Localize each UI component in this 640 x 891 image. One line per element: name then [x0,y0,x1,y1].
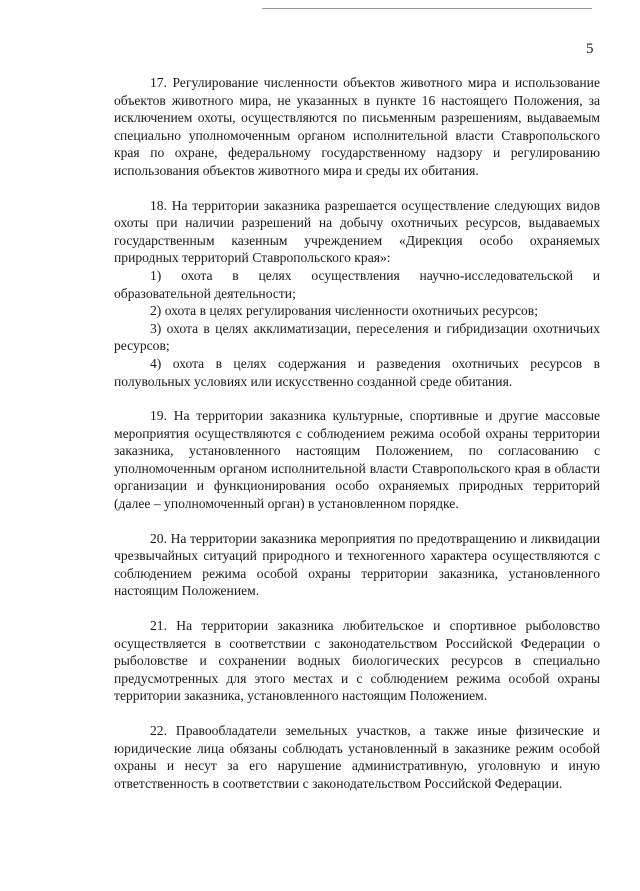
paragraph: 22. Правообладатели земельных участков, а также иные физические и юридические лица обязаны соблюдать установленный в заказнике режим особой охраны и несут за его нарушение административную, уголовную и иную ответственность в соответствии с законодательством Российской Федерации. [114,723,600,791]
section-17 [114,74,600,180]
list-item: 2) охота в целях регулирования численности охотничьих ресурсов; [150,303,538,319]
page-number: 5 [586,41,594,57]
paragraph: 17. Регулирование численности объектов животного мира и использование объектов животного мира, не указанных в пункте 16 настоящего Положения, за исключением охоты, осуществляются по письменным разрешениям, выдаваемым специально уполномоченным органом исполнительной власти Ставропольского края по охране, федеральному государственному надзору и регулированию использования объектов животного мира и среды их обитания. [114,75,600,178]
section-22 [114,722,600,792]
section-19 [114,407,600,513]
section-18 [114,197,600,391]
list-item: 1) охота в целях осуществления научно-исследовательской и образовательной деятельности; [114,267,600,301]
paragraph: 21. На территории заказника любительское и спортивное рыболовство осуществляется в соответствии с законодательством Российской Федерации о рыболовстве и сохранении водных биологических ресурсов в специально предусмотренных для этого местах и с соблюдением режима особой охраны территории заказника, установленного настоящим Положением. [114,618,600,704]
section-21 [114,617,600,705]
document-body [114,74,600,809]
paragraph: 18. На территории заказника разрешается осуществление следующих видов охоты при наличии разрешений на добычу охотничьих ресурсов, выдаваемых государственным казенным учреждением «Дирекция особо охраняемых природных территорий Ставропольского края»: [114,197,600,266]
section-20 [114,530,600,600]
paragraph: 19. На территории заказника культурные, спортивные и другие массовые мероприятия осуществляются с соблюдением режима особой охраны территории заказника, установленного настоящим Положением, по согласованию с уполномоченным органом исполнительной власти Ставропольского края в области организации и функционирования особо охраняемых природных территорий (далее – уполномоченный орган) в установленном порядке. [114,408,600,512]
top-rule [262,8,592,9]
list-item: 3) охота в целях акклиматизации, переселения и гибридизации охотничьих ресурсов; [114,320,600,354]
paragraph: 20. На территории заказника мероприятия по предотвращению и ликвидации чрезвычайных ситуаций природного и техногенного характера осуществляются с соблюдением режима особой охраны территории заказника, установленного настоящим Положением. [114,530,600,599]
list-item: 4) охота в целях содержания и разведения охотничьих ресурсов в полувольных условиях или искусственно созданной среде обитания. [114,355,600,389]
